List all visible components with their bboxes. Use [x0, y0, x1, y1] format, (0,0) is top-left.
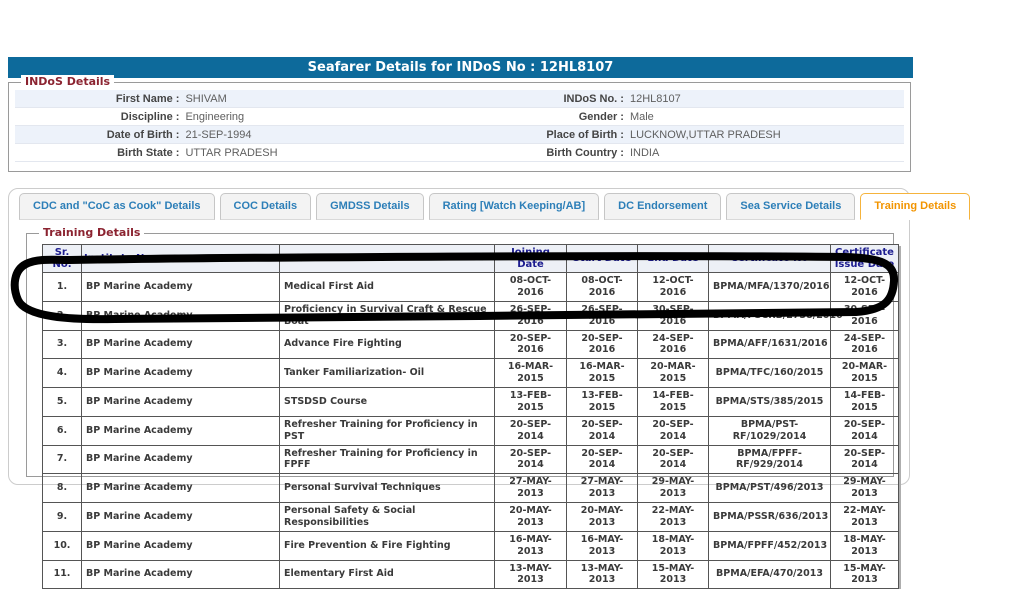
column-header-end-date: End Date	[638, 245, 709, 273]
table-cell: 30-SEP-2016	[831, 301, 899, 330]
table-cell: Advance Fire Fighting	[280, 330, 495, 359]
table-cell: 29-MAY-2013	[638, 474, 709, 503]
table-cell: Medical First Aid	[280, 273, 495, 302]
birth-country-value: INDIA	[629, 146, 660, 159]
table-cell: 24-SEP-2016	[638, 330, 709, 359]
place-of-birth-label: Place of Birth :	[546, 128, 624, 141]
table-cell: BP Marine Academy	[82, 273, 280, 302]
table-cell: 18-MAY-2013	[638, 531, 709, 560]
table-cell: BP Marine Academy	[82, 388, 280, 417]
table-row	[43, 531, 899, 560]
date-of-birth-value: 21-SEP-1994	[185, 128, 252, 141]
table-cell: 20-MAY-2013	[495, 503, 567, 532]
column-header-certificate-issue-date: Certificate Issue Date	[831, 245, 899, 273]
table-cell: Refresher Training for Proficiency in FPFF	[280, 445, 495, 474]
table-cell: 20-SEP-2016	[495, 330, 567, 359]
place-of-birth-value: LUCKNOW,UTTAR PRADESH	[629, 128, 781, 141]
table-cell: BPMA/EFA/470/2013	[709, 560, 831, 589]
table-row	[43, 359, 899, 388]
table-cell: 15-MAY-2013	[831, 560, 899, 589]
table-cell: BPMA/PST/496/2013	[709, 474, 831, 503]
column-header-course-name: Course Name	[280, 245, 495, 273]
training-details-fieldset	[26, 226, 895, 586]
table-cell: 08-OCT-2016	[495, 273, 567, 302]
tab-sea-service-details[interactable]: Sea Service Details	[726, 193, 855, 220]
table-cell: 18-MAY-2013	[831, 531, 899, 560]
table-cell: 20-SEP-2016	[567, 330, 638, 359]
page-title: Seafarer Details for INDoS No : 12HL8107	[8, 57, 913, 78]
details-tab-panel	[8, 188, 957, 586]
table-cell: 22-MAY-2013	[831, 503, 899, 532]
first-name-label: First Name :	[115, 92, 180, 105]
table-cell: 22-MAY-2013	[638, 503, 709, 532]
table-cell: 20-SEP-2014	[831, 416, 899, 445]
tab-bar	[19, 193, 970, 220]
table-cell: BP Marine Academy	[82, 445, 280, 474]
table-cell: BPMA/AFF/1631/2016	[709, 330, 831, 359]
table-cell: Refresher Training for Proficiency in PST	[280, 416, 495, 445]
table-cell: 20-MAR-2015	[638, 359, 709, 388]
birth-state-value: UTTAR PRADESH	[185, 146, 278, 159]
birth-country-label: Birth Country :	[546, 146, 624, 159]
indos-no-value: 12HL8107	[629, 92, 681, 105]
table-cell: 26-SEP-2016	[567, 301, 638, 330]
tab-coc-details[interactable]: COC Details	[220, 193, 312, 220]
table-cell: 4.	[43, 359, 82, 388]
table-cell: 16-MAR-2015	[495, 359, 567, 388]
indos-details-rows	[15, 90, 904, 162]
column-header-institute-name: Institute Name	[82, 245, 280, 273]
table-cell: BPMA/PSSR/636/2013	[709, 503, 831, 532]
indos-row	[15, 144, 904, 162]
table-cell: BP Marine Academy	[82, 330, 280, 359]
table-cell: 13-FEB-2015	[567, 388, 638, 417]
training-details-legend: Training Details	[39, 226, 144, 239]
table-cell: 24-SEP-2016	[831, 330, 899, 359]
table-row	[43, 503, 899, 532]
table-cell: 7.	[43, 445, 82, 474]
indos-no-label: INDoS No. :	[563, 92, 624, 105]
table-cell: 20-MAY-2013	[567, 503, 638, 532]
table-cell: 9.	[43, 503, 82, 532]
gender-label: Gender :	[578, 110, 624, 123]
birth-state-label: Birth State :	[117, 146, 180, 159]
indos-row	[15, 108, 904, 126]
table-cell: 13-FEB-2015	[495, 388, 567, 417]
tab-training-details[interactable]: Training Details	[860, 193, 970, 220]
table-cell: BP Marine Academy	[82, 416, 280, 445]
gender-value: Male	[629, 110, 654, 123]
table-cell: 12-OCT-2016	[638, 273, 709, 302]
table-cell: 12-OCT-2016	[831, 273, 899, 302]
table-cell: 29-MAY-2013	[831, 474, 899, 503]
table-cell: BP Marine Academy	[82, 359, 280, 388]
tab-gmdss-details[interactable]: GMDSS Details	[316, 193, 423, 220]
table-row	[43, 273, 899, 302]
table-row	[43, 416, 899, 445]
table-cell: BP Marine Academy	[82, 560, 280, 589]
indos-row	[15, 90, 904, 108]
training-details-table	[42, 244, 899, 589]
table-cell: Personal Survival Techniques	[280, 474, 495, 503]
table-cell: Fire Prevention & Fire Fighting	[280, 531, 495, 560]
table-cell: 27-MAY-2013	[495, 474, 567, 503]
indos-details-fieldset	[8, 75, 911, 172]
discipline-label: Discipline :	[120, 110, 180, 123]
table-cell: 3.	[43, 330, 82, 359]
column-header-start-date: Start Date	[567, 245, 638, 273]
date-of-birth-label: Date of Birth :	[106, 128, 180, 141]
table-cell: BP Marine Academy	[82, 503, 280, 532]
table-row	[43, 474, 899, 503]
first-name-value: SHIVAM	[185, 92, 227, 105]
table-cell: 16-MAY-2013	[495, 531, 567, 560]
tab-rating-watch-keeping-ab[interactable]: Rating [Watch Keeping/AB]	[429, 193, 600, 220]
table-cell: 2.	[43, 301, 82, 330]
table-cell: 15-MAY-2013	[638, 560, 709, 589]
table-cell: 20-MAR-2015	[831, 359, 899, 388]
table-cell: Elementary First Aid	[280, 560, 495, 589]
table-cell: STSDSD Course	[280, 388, 495, 417]
table-cell: 14-FEB-2015	[831, 388, 899, 417]
table-cell: BP Marine Academy	[82, 474, 280, 503]
table-cell: 20-SEP-2014	[638, 416, 709, 445]
table-cell: 8.	[43, 474, 82, 503]
table-cell: BPMA/MFA/1370/2016	[709, 273, 831, 302]
column-header-joining-date: Joining Date	[495, 245, 567, 273]
table-cell: 20-SEP-2014	[567, 416, 638, 445]
indos-row	[15, 126, 904, 144]
column-header-sr-no: Sr. No.	[43, 245, 82, 273]
tab-dc-endorsement[interactable]: DC Endorsement	[604, 193, 721, 220]
indos-details-legend: INDoS Details	[21, 75, 114, 88]
table-cell: BPMA/PSCRB/2738/2016	[709, 301, 831, 330]
table-cell: BPMA/FPFF/452/2013	[709, 531, 831, 560]
table-cell: Proficiency in Survival Craft & Rescue Boat	[280, 301, 495, 330]
table-row	[43, 301, 899, 330]
table-header-row	[43, 245, 899, 273]
table-row	[43, 560, 899, 589]
table-cell: 10.	[43, 531, 82, 560]
table-cell: 13-MAY-2013	[567, 560, 638, 589]
table-cell: 16-MAR-2015	[567, 359, 638, 388]
table-cell: 20-SEP-2014	[638, 445, 709, 474]
training-table-body	[43, 273, 899, 589]
table-cell: BPMA/TFC/160/2015	[709, 359, 831, 388]
table-cell: BP Marine Academy	[82, 531, 280, 560]
table-cell: Personal Safety & Social Responsibilities	[280, 503, 495, 532]
table-cell: 30-SEP-2016	[638, 301, 709, 330]
table-cell: 6.	[43, 416, 82, 445]
table-cell: 27-MAY-2013	[567, 474, 638, 503]
table-cell: 1.	[43, 273, 82, 302]
table-row	[43, 330, 899, 359]
table-row	[43, 388, 899, 417]
table-cell: BP Marine Academy	[82, 301, 280, 330]
table-cell: 16-MAY-2013	[567, 531, 638, 560]
table-cell: 20-SEP-2014	[495, 416, 567, 445]
table-cell: 13-MAY-2013	[495, 560, 567, 589]
table-cell: 5.	[43, 388, 82, 417]
table-row	[43, 445, 899, 474]
table-cell: 20-SEP-2014	[567, 445, 638, 474]
discipline-value: Engineering	[185, 110, 245, 123]
table-cell: BPMA/FPFF-RF/929/2014	[709, 445, 831, 474]
table-cell: 14-FEB-2015	[638, 388, 709, 417]
table-cell: 08-OCT-2016	[567, 273, 638, 302]
table-cell: BPMA/STS/385/2015	[709, 388, 831, 417]
column-header-certificate-no: Certificate No	[709, 245, 831, 273]
table-cell: 11.	[43, 560, 82, 589]
table-cell: Tanker Familiarization- Oil	[280, 359, 495, 388]
table-cell: 20-SEP-2014	[831, 445, 899, 474]
table-cell: 26-SEP-2016	[495, 301, 567, 330]
table-cell: 20-SEP-2014	[495, 445, 567, 474]
table-cell: BPMA/PST-RF/1029/2014	[709, 416, 831, 445]
tab-cdc-coc-as-cook-details[interactable]: CDC and "CoC as Cook" Details	[19, 193, 215, 220]
